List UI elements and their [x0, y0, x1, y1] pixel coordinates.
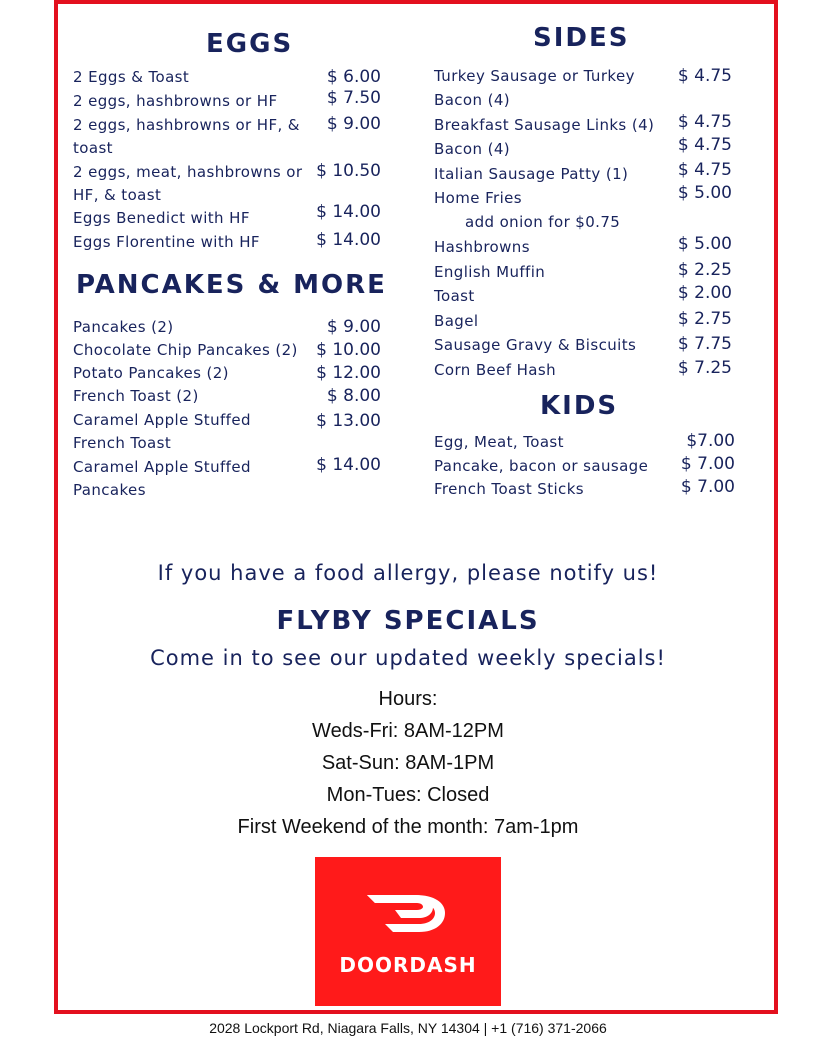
menu-item-price: $ 10.50: [316, 161, 381, 181]
menu-item-name: 2 Eggs & Toast: [73, 68, 190, 86]
menu-item-name: Toast: [434, 287, 475, 305]
menu-item-name-cont: French Toast: [73, 434, 172, 452]
menu-item-name: Chocolate Chip Pancakes (2): [73, 341, 298, 359]
menu-item-name: Pancakes (2): [73, 318, 174, 336]
footer-address: 2028 Lockport Rd, Niagara Falls, NY 14304 | +1 (716) 371-2066: [209, 1020, 607, 1036]
menu-item-name: Turkey Sausage or Turkey: [434, 67, 635, 85]
menu-item-price: $ 4.75: [677, 66, 732, 86]
menu-item-price: $ 14.00: [316, 455, 381, 475]
menu-item-name: 2 eggs, hashbrowns or HF, &: [73, 116, 300, 134]
menu-item-price: $ 9.00: [326, 317, 381, 337]
menu-item-name: Potato Pancakes (2): [73, 364, 229, 382]
hours-line: First Weekend of the month: 7am-1pm: [237, 816, 579, 838]
menu-item-price: $ 14.00: [316, 230, 381, 250]
menu-item-name: Breakfast Sausage Links (4): [434, 116, 655, 134]
menu-item-price: $ 5.00: [677, 234, 732, 254]
sides-heading: SIDES: [533, 23, 630, 53]
menu-item-name: Italian Sausage Patty (1): [434, 165, 629, 183]
menu-item-price: $ 7.00: [680, 477, 735, 497]
menu-item-name: Hashbrowns: [434, 238, 530, 256]
menu-item-price: $ 13.00: [316, 411, 381, 431]
menu-item-name: Caramel Apple Stuffed: [73, 458, 251, 476]
menu-item-name: Eggs Benedict with HF: [73, 209, 250, 227]
menu-item-name-cont: toast: [73, 139, 113, 157]
menu-item-name: 2 eggs, hashbrowns or HF: [73, 92, 278, 110]
menu-item-price: $ 8.00: [326, 386, 381, 406]
doordash-logo-icon: [315, 857, 501, 953]
menu-item-price: $ 7.50: [326, 88, 381, 108]
menu-item-name: Caramel Apple Stuffed: [73, 411, 251, 429]
menu-item-price: $ 7.00: [680, 454, 735, 474]
menu-item-name-cont: Bacon (4): [434, 91, 511, 109]
menu-item-note: add onion for $0.75: [465, 213, 621, 231]
menu-item-name-cont: Pancakes: [73, 481, 146, 499]
menu-item-price: $7.00: [686, 431, 735, 451]
menu-item-name: French Toast Sticks: [434, 480, 584, 498]
menu-item-price: $ 4.75: [677, 135, 732, 155]
menu-item-name: Corn Beef Hash: [434, 361, 557, 379]
menu-item-name: Bagel: [434, 312, 479, 330]
menu-item-price: $ 12.00: [316, 363, 381, 383]
menu-item-price: $ 9.00: [326, 114, 381, 134]
hours-line: Weds-Fri: 8AM-12PM: [312, 720, 504, 742]
menu-item-name: French Toast (2): [73, 387, 199, 405]
menu-item-price: $ 2.00: [677, 283, 732, 303]
menu-item-name: Home Fries: [434, 189, 522, 207]
menu-item-name: Bacon (4): [434, 140, 511, 158]
allergy-notice: If you have a food allergy, please notify us!: [157, 561, 659, 585]
menu-item-name: 2 eggs, meat, hashbrowns or: [73, 163, 303, 181]
menu-item-name: Eggs Florentine with HF: [73, 233, 260, 251]
specials-subtitle: Come in to see our updated weekly specials!: [150, 646, 666, 670]
specials-heading: FLYBY SPECIALS: [276, 606, 540, 636]
menu-item-price: $ 7.75: [677, 334, 732, 354]
kids-heading: KIDS: [540, 391, 619, 421]
hours-line: Sat-Sun: 8AM-1PM: [321, 752, 495, 774]
menu-item-name-cont: HF, & toast: [73, 186, 162, 204]
menu-item-name: Sausage Gravy & Biscuits: [434, 336, 637, 354]
menu-item-price: $ 10.00: [316, 340, 381, 360]
eggs-heading: EGGS: [206, 29, 294, 59]
menu-item-price: $ 2.25: [677, 260, 732, 280]
hours-line: Mon-Tues: Closed: [326, 784, 490, 806]
menu-item-price: $ 5.00: [677, 183, 732, 203]
menu-item-price: $ 4.75: [677, 112, 732, 132]
pancakes-heading: PANCAKES & MORE: [76, 270, 387, 300]
menu-item-price: $ 6.00: [326, 67, 381, 87]
menu-item-price: $ 4.75: [677, 160, 732, 180]
menu-item-price: $ 2.75: [677, 309, 732, 329]
menu-item-name: English Muffin: [434, 263, 546, 281]
menu-item-price: $ 7.25: [677, 358, 732, 378]
menu-item-price: $ 14.00: [316, 202, 381, 222]
doordash-label: DOORDASH: [339, 953, 477, 977]
menu-item-name: Egg, Meat, Toast: [434, 433, 564, 451]
hours-label: Hours:: [378, 688, 438, 710]
menu-item-name: Pancake, bacon or sausage: [434, 457, 649, 475]
doordash-logo[interactable]: [315, 857, 501, 1006]
